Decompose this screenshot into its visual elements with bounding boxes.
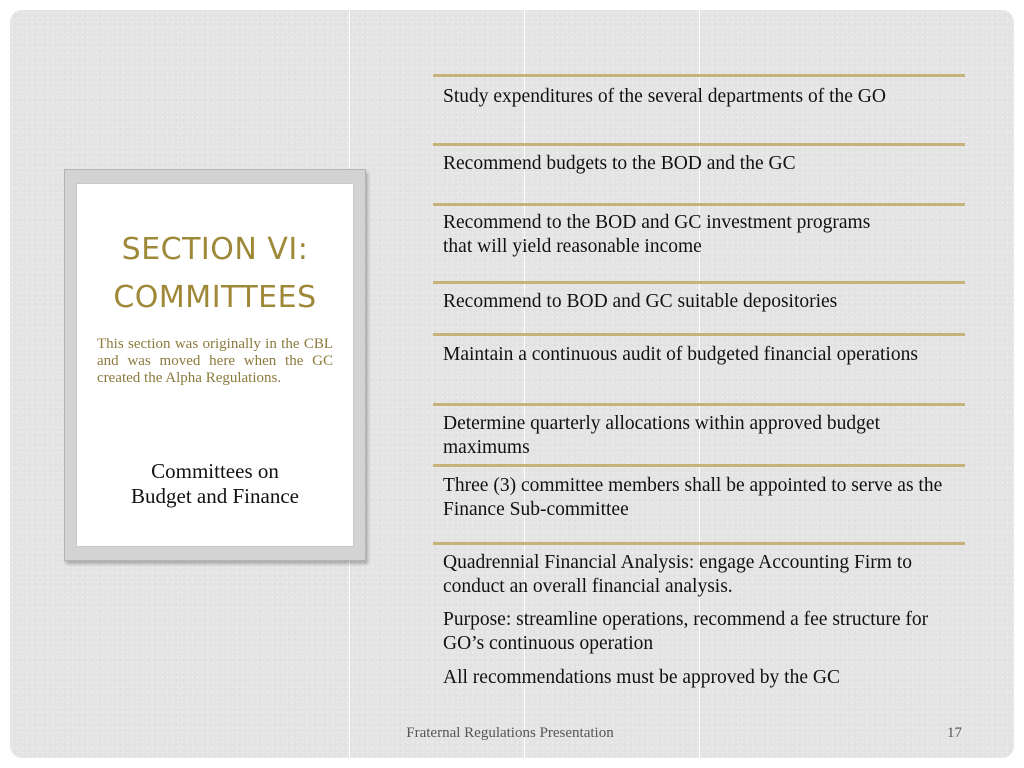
list-item: Three (3) committee members shall be appointed to serve as the Finance Sub-committee	[443, 475, 943, 520]
item-divider	[433, 403, 965, 406]
section-title	[77, 226, 353, 322]
list-item: Determine quarterly allocations within approved budget maximums	[443, 413, 880, 458]
item-divider	[433, 333, 965, 336]
section-description: This section was originally in the CBL and was moved here when the GC created the Alpha Regulations.	[97, 336, 333, 386]
list-item: Recommend to the BOD and GC investment programs that will yield reasonable income	[443, 212, 871, 257]
item-divider	[433, 281, 965, 284]
item-divider	[433, 143, 965, 146]
section-title-line1: SECTION VI:	[121, 232, 309, 267]
item-divider	[433, 203, 965, 206]
list-item: Recommend budgets to the BOD and the GC	[443, 153, 796, 174]
title-card	[76, 183, 354, 547]
list-item: Maintain a continuous audit of budgeted financial operations	[443, 344, 918, 365]
footer-text: Fraternal Regulations Presentation	[406, 725, 614, 741]
section-subtitle	[77, 459, 353, 509]
list-item: Study expenditures of the several departments of the GO	[443, 86, 886, 107]
item-divider	[433, 542, 965, 545]
item-divider	[433, 464, 965, 467]
item-divider	[433, 74, 965, 77]
slide	[10, 10, 1014, 758]
list-item: Quadrennial Financial Analysis: engage Accounting Firm to conduct an overall financial analysis.	[443, 552, 912, 597]
list-item: Recommend to BOD and GC suitable depositories	[443, 291, 838, 312]
section-subtitle-line1: Committees on	[151, 459, 279, 483]
list-item: Purpose: streamline operations, recommend a fee structure for GO’s continuous operation	[443, 609, 929, 654]
title-card-frame	[64, 169, 366, 561]
section-title-line2: COMMITTEES	[113, 280, 317, 315]
section-subtitle-line2: Budget and Finance	[131, 484, 299, 508]
page-number: 17	[947, 725, 962, 741]
list-item: All recommendations must be approved by the GC	[443, 667, 840, 688]
